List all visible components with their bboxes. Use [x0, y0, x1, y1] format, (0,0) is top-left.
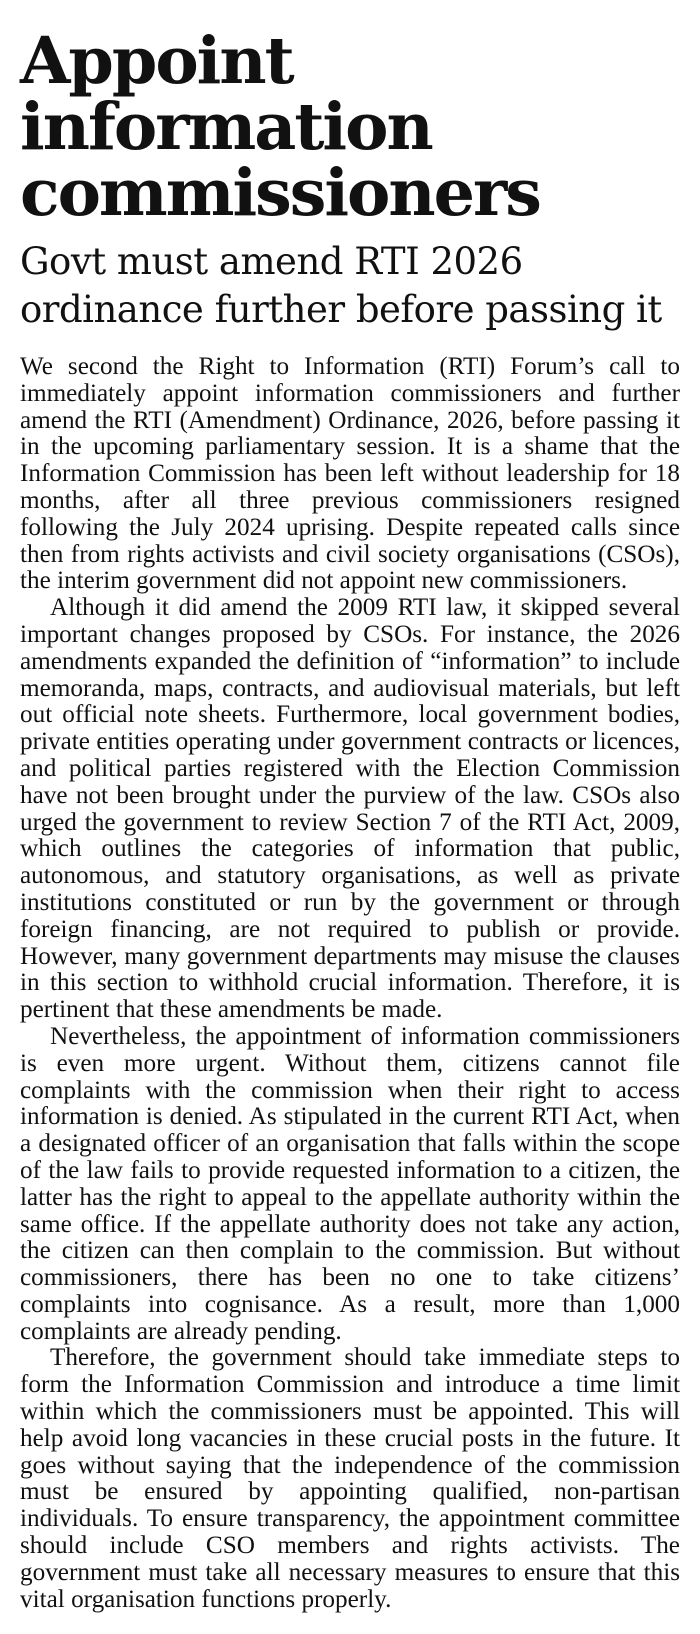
paragraph-3: Nevertheless, the appointment of information commissioners is even more urgent. Without them, citizens cannot file complaints with the commission when their right to access information is denied. As stipulated in the current RTI Act, when a designated officer of an organisation that falls within the scope of the law fails to provide requested information to a citizen, the latter has the right to appeal to the appellate authority within the same office. If the appellate authority does not take any action, the citizen can then complain to the commission. But without commissioners, there has been no one to take citizens’ complaints into cognisance. As a result, more than 1,000 complaints are already pending. [20, 1022, 680, 1345]
paragraph-1: We second the Right to Information (RTI) Forum’s call to immediately appoint information commissioners and further amend the RTI (Amendment) Ordinance, 2026, before passing it in the upcoming parliamentary session. It is a shame that the Information Commission has been left without leadership for 18 months, after all three previous commissioners resigned following the July 2024 uprising. Despite repeated calls since then from rights activists and civil society organisations (CSOs), the interim government did not appoint new commissioners. [20, 353, 680, 595]
headline: Appoint information commissioners [20, 23, 540, 231]
subheadline: Govt must amend RTI 2026 ordinance further before passing it [20, 240, 662, 331]
paragraph-2: Although it did amend the 2009 RTI law, it skipped several important changes proposed by CSOs. For instance, the 2026 amendments expanded the definition of “information” to include memoranda, maps, contracts, and audiovisual materials, but left out official note sheets. Furthermore, local government bodies, private entities operating under government contracts or licences, and political parties registered with the Election Commission have not been brought under the purview of the law. CSOs also urged the government to review Section 7 of the RTI Act, 2009, which outlines the categories of information that public, autonomous, and statutory organisations, as well as private institutions constituted or run by the government or through foreign financing, are not required to publish or provide. However, many government departments may misuse the clauses in this section to withhold crucial information. Therefore, it is pertinent that these amendments be made. [20, 594, 680, 1024]
paragraph-4: Therefore, the government should take immediate steps to form the Information Commission and introduce a time limit within which the commissioners must be appointed. This will help avoid long vacancies in these crucial posts in the future. It goes without saying that the independence of the commission must be ensured by appointing qualified, non-partisan individuals. To ensure transparency, the appointment committee should include CSO members and rights activists. The government must take all necessary measures to ensure that this vital organisation functions properly. [20, 1344, 680, 1613]
article-body [20, 354, 680, 1613]
